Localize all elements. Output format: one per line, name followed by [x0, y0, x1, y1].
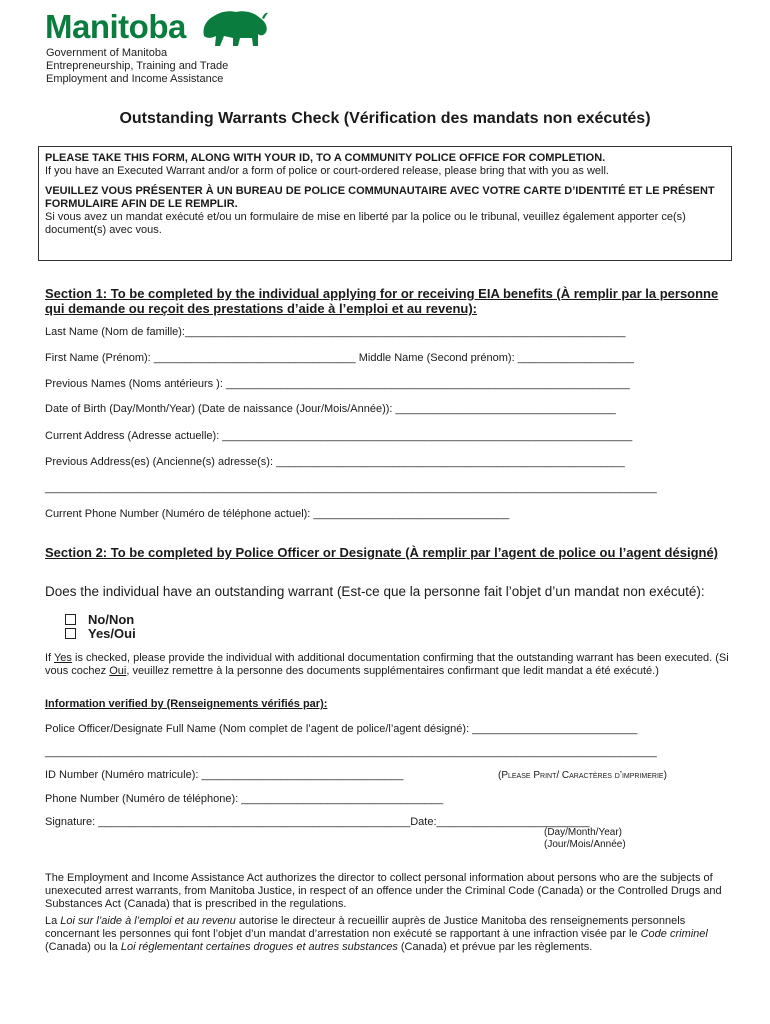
- address-continuation-line[interactable]: ____________________________________________________________________________________________________: [45, 482, 657, 494]
- yes-instruction: If Yes is checked, please provide the individual with additional documentation confirming that the outstanding warrant has been executed. (Si vous cochez Oui, veuillez remettre à la personne des documents supplémentaires confirmant que ledit mandat a été exécuté.): [45, 652, 729, 677]
- warrant-question: Does the individual have an outstanding warrant (Est-ce que la personne fait l’objet d’un mandat non exécuté):: [45, 584, 705, 599]
- verified-heading: Information verified by (Renseignements vérifiés par):: [45, 698, 328, 710]
- footer-en: The Employment and Income Assistance Act authorizes the director to collect personal information about persons who are the subjects of unexecuted arrest warrants, from Manitoba Justice, in respect of an offence under the Criminal Code (Canada) or the Controlled Drugs and Substances Act (Canada) that is prescribed in the regulations.: [45, 872, 722, 910]
- option-yes-label: Yes/Oui: [88, 626, 136, 641]
- yes-checkbox[interactable]: [65, 628, 76, 639]
- current-address-field[interactable]: Current Address (Adresse actuelle): ___________________________________________________________________: [45, 430, 633, 442]
- officer-name-field[interactable]: Police Officer/Designate Full Name (Nom complet de l’agent de police/l’agent désigné): ___________________________: [45, 723, 638, 735]
- bison-icon: [200, 6, 270, 50]
- notice-fr-bold: VEUILLEZ VOUS PRÉSENTER À UN BUREAU DE POLICE COMMUNAUTAIRE AVEC VOTRE CARTE D’IDENTITÉ ET LE PRÉSENT FORMULAIRE AFIN DE LE REMPLIR.: [45, 185, 715, 210]
- footer-fr: La Loi sur l’aide à l’emploi et au revenu autorise le directeur à recueillir auprès de Justice Manitoba des renseignements personnels concernant les personnes qui font l’objet d’un mandat d’arrestation non exécuté se rapportant à une infraction visée par le Code criminel (Canada) ou la Loi réglementant certaines drogues et autres substances (Canada) et prévue par les règlements.: [45, 915, 708, 953]
- section2-title: Section 2: To be completed by Police Officer or Designate (À remplir par l’agent de police ou l’agent désigné): [45, 545, 719, 560]
- signature-date-field[interactable]: Signature: ___________________________________________________Date:_________________________: [45, 816, 590, 828]
- instruction-box: [38, 146, 732, 261]
- section1-title: Section 1: To be completed by the individual applying for or receiving EIA benefits (À remplir par la personne qui demande ou reçoit des prestations d’aide à l’emploi et au revenu):: [45, 286, 719, 316]
- no-checkbox[interactable]: [65, 614, 76, 625]
- form-title: Outstanding Warrants Check (Vérification des mandats non exécutés): [119, 110, 651, 127]
- notice-en-bold: PLEASE TAKE THIS FORM, ALONG WITH YOUR ID, TO A COMMUNITY POLICE OFFICE FOR COMPLETION.: [45, 152, 606, 164]
- first-name-field[interactable]: First Name (Prénom): _________________________________ Middle Name (Second prénom): ___________________: [45, 352, 634, 364]
- officer-name-continuation[interactable]: ____________________________________________________________________________________________________: [45, 746, 657, 758]
- option-no-row[interactable]: [65, 612, 134, 627]
- date-format-note: (Day/Month/Year) (Jour/Mois/Année): [544, 827, 626, 850]
- officer-phone-field[interactable]: Phone Number (Numéro de téléphone): _________________________________: [45, 793, 444, 805]
- phone-field[interactable]: Current Phone Number (Numéro de téléphone actuel): ________________________________: [45, 508, 510, 520]
- previous-names-field[interactable]: Previous Names (Noms antérieurs ): __________________________________________________________________: [45, 378, 630, 390]
- print-note: (Please Print/ Caractères d’imprimerie): [498, 770, 667, 781]
- previous-address-field[interactable]: Previous Address(es) (Ancienne(s) adresse(s): _________________________________________________________: [45, 456, 625, 468]
- department-info: [46, 47, 228, 86]
- program-line: Employment and Income Assistance: [46, 73, 224, 85]
- manitoba-logo: [45, 6, 275, 50]
- logo-wordmark: Manitoba: [45, 8, 186, 45]
- gov-line: Government of Manitoba: [46, 47, 168, 59]
- option-yes-row[interactable]: [65, 626, 136, 641]
- ministry-line: Entrepreneurship, Training and Trade: [46, 60, 229, 72]
- notice-en-text: If you have an Executed Warrant and/or a form of police or court-ordered release, please bring that with you as well.: [45, 165, 609, 177]
- last-name-field[interactable]: Last Name (Nom de famille):________________________________________________________________________: [45, 326, 626, 338]
- option-no-label: No/Non: [88, 612, 135, 627]
- date-of-birth-field[interactable]: Date of Birth (Day/Month/Year) (Date de naissance (Jour/Mois/Année)): ____________________________________: [45, 403, 616, 415]
- notice-fr-text: Si vous avez un mandat exécuté et/ou un formulaire de mise en liberté par la police ou le tribunal, veuillez également apporter ce(s) document(s) avec vous.: [45, 211, 686, 236]
- id-number-field[interactable]: ID Number (Numéro matricule): _________________________________: [45, 769, 404, 781]
